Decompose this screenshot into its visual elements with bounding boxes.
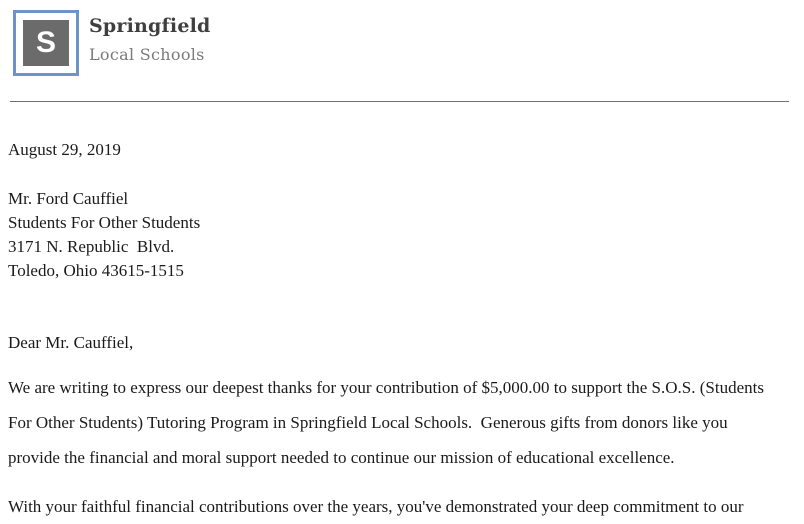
paragraph-line: We are writing to express our deepest thanks for your contribution of $5,000.00 to support the S.O.S. (Students (8, 378, 764, 397)
salutation: Dear Mr. Cauffiel, (8, 333, 134, 352)
recipient-street: 3171 N. Republic Blvd. (8, 237, 175, 256)
organization-name: Springfield (89, 15, 211, 37)
paragraph-line: For Other Students) Tutoring Program in Springfield Local Schools. Generous gifts from donors like you (8, 413, 728, 432)
body-paragraph-1 (8, 370, 798, 475)
recipient-city-state-zip: Toledo, Ohio 43615-1515 (8, 261, 184, 280)
recipient-name: Mr. Ford Cauffiel (8, 189, 129, 208)
body-paragraph-2 (8, 489, 798, 524)
header-divider (10, 101, 789, 102)
recipient-organization: Students For Other Students (8, 213, 201, 232)
paragraph-line: With your faithful financial contributions over the years, you've demonstrated your deep commitment to our (8, 497, 744, 516)
organization-subname: Local Schools (89, 45, 205, 64)
letter-date: August 29, 2019 (8, 140, 121, 159)
paragraph-line: provide the financial and moral support needed to continue our mission of educational excellence. (8, 448, 675, 467)
logo-frame (13, 10, 79, 76)
recipient-address (8, 187, 200, 283)
logo-letter: S (23, 20, 69, 66)
